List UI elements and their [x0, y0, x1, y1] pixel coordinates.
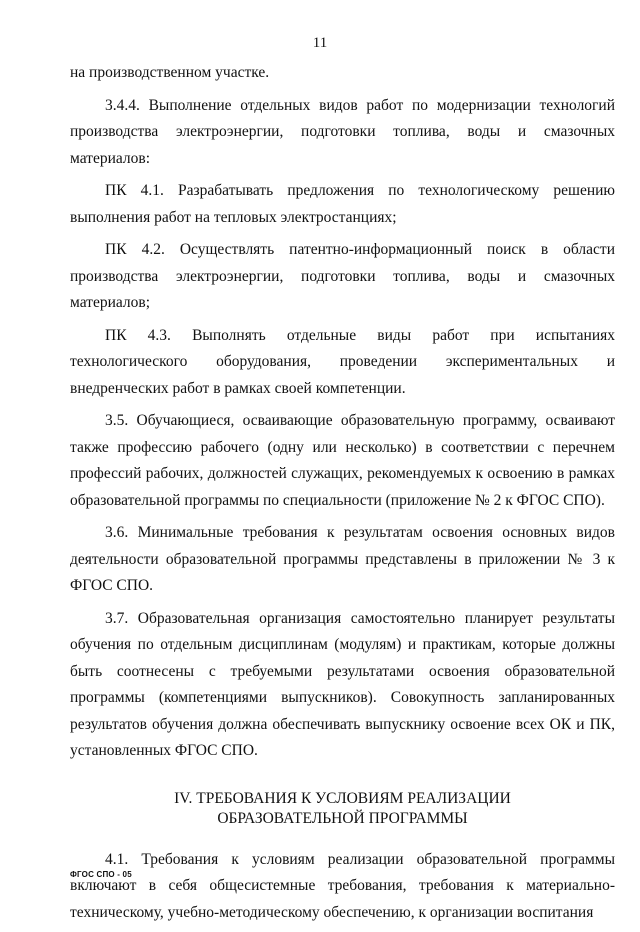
paragraph-3-7: 3.7. Образовательная организация самостоятельно планирует результаты обучения по отдельным дисциплинам (модулям) и практикам, которые должны быть соотнесены с требуемыми результатами освоения образовательной программы (компетенциями выпускников). Совокупность запланированных результатов обучения должна обеспечивать выпускнику освоение всех ОК и ПК, установленных ФГОС СПО.: [70, 609, 615, 759]
paragraph-3-4-4: 3.4.4. Выполнение отдельных видов работ по модернизации технологий производства электроэнергии, подготовки топлива, воды и смазочных материалов:: [70, 96, 615, 167]
paragraph-pk-4-2: ПК 4.2. Осуществлять патентно-информационный поиск в области производства электроэнергии, подготовки топлива, воды и смазочных материалов;: [70, 241, 615, 311]
section-heading-line-2: ОБРАЗОВАТЕЛЬНОЙ ПРОГРАММЫ: [217, 809, 468, 827]
paragraph-3-6: 3.6. Минимальные требования к результатам освоения основных видов деятельности образовательной программы представлены в приложении № 3 к ФГОС СПО.: [70, 524, 615, 594]
paragraph-3-5: 3.5. Обучающиеся, осваивающие образовательную программу, осваивают также профессию рабочего (одну или несколько) в соответствии с перечнем профессий рабочих, должностей служащих, рекомендуемых к освоению в рамках образовательной программы по специальности (приложение № 2 к ФГОС СПО).: [70, 412, 615, 509]
body-text: [70, 60, 615, 932]
paragraph-continuation: на производственном участке.: [70, 64, 270, 81]
paragraph-4-1: 4.1. Требования к условиям реализации образовательной программы включают в себя общесистемные требования, требования к материально-техническому, учебно-методическому обеспечению, к организации воспитания: [70, 850, 615, 921]
section-heading-line-1: IV. ТРЕБОВАНИЯ К УСЛОВИЯМ РЕАЛИЗАЦИИ: [174, 789, 511, 807]
paragraph-pk-4-3: ПК 4.3. Выполнять отдельные виды работ при испытаниях технологического оборудования, проведении экспериментальных и внедренческих работ в рамках своей компетенции.: [70, 326, 615, 397]
page-number: 11: [312, 35, 328, 51]
paragraph-pk-4-1: ПК 4.1. Разрабатывать предложения по технологическому решению выполнения работ на тепловых электростанциях;: [70, 182, 615, 226]
section-heading: [70, 789, 615, 829]
footer-label: ФГОС СПО - 05: [70, 870, 132, 879]
